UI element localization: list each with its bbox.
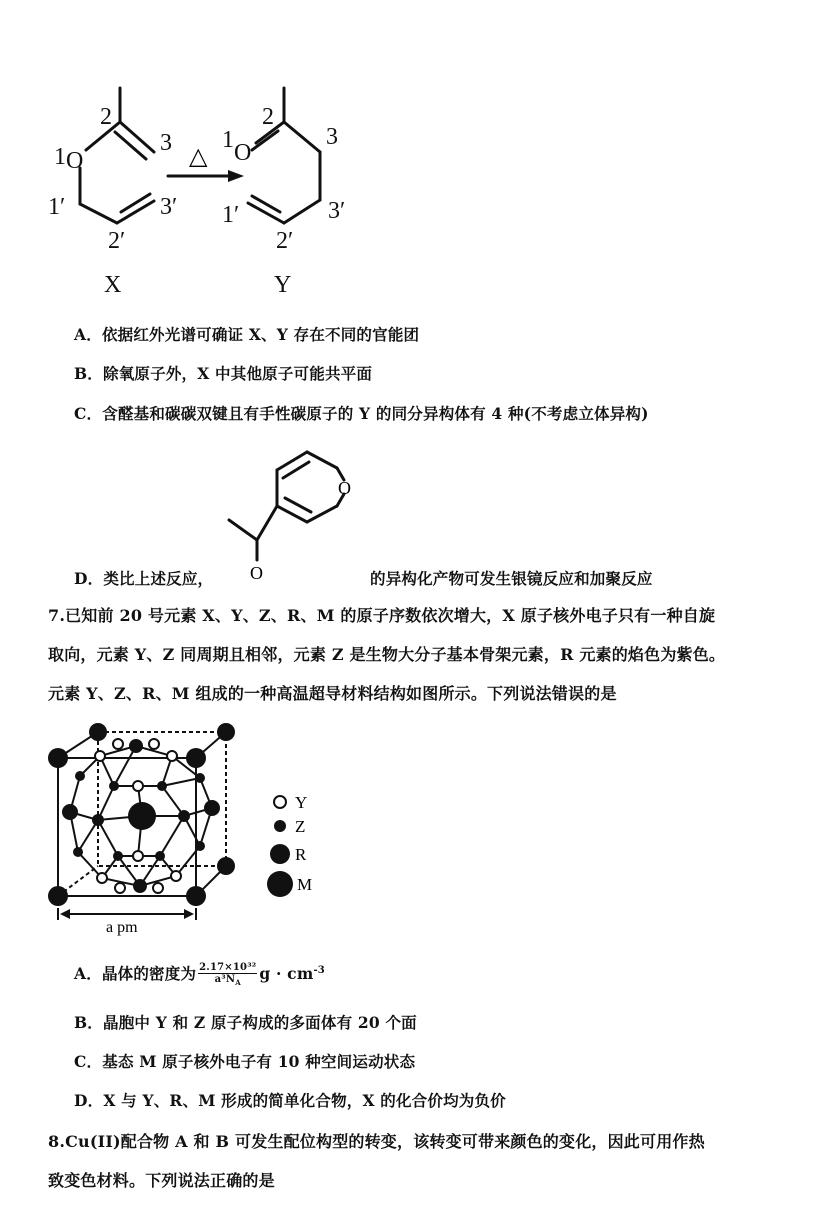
y-bond-c2-o1-double	[252, 131, 278, 150]
option-key: D．	[74, 569, 104, 588]
reaction-arrow-head	[228, 170, 244, 182]
question-number: 7.	[48, 606, 66, 625]
x-label-o1-number: 1	[54, 144, 66, 170]
question-text: Cu(II)配合物 A 和 B 可发生配位构型的转变，该转变可带来颜色的变化，因此可用作热	[65, 1132, 705, 1151]
legend-label-y: Y	[295, 793, 308, 812]
y-bond-c3p-c2p	[284, 200, 320, 223]
option-key: B．	[74, 364, 104, 383]
question-number: 8.	[48, 1132, 66, 1151]
density-fraction	[198, 962, 257, 988]
q6-option-d	[74, 567, 213, 589]
legend-label-m: M	[297, 875, 313, 894]
unit-exponent: -3	[313, 964, 325, 976]
option-d-structure	[225, 428, 365, 588]
reactant-label: X	[104, 272, 122, 298]
y-label-c3: 3	[326, 124, 338, 150]
option-key: C．	[74, 1052, 103, 1071]
option-text: 基态 M 原子核外电子有 10 种空间运动状态	[102, 1052, 416, 1071]
y-label-c3p: 3′	[328, 198, 346, 224]
legend-marker-y	[274, 796, 286, 808]
option-key: C．	[74, 404, 103, 423]
x-bond-c2-c3	[120, 122, 154, 152]
fraction-numerator: 2.17×10³²	[199, 962, 257, 973]
x-bond-c2p-c3p-double	[121, 194, 150, 212]
dimension-label: a pm	[106, 919, 138, 936]
q7-line-1	[48, 603, 715, 626]
y-label-c2: 2	[262, 104, 274, 130]
q6-option-c	[74, 402, 649, 424]
y-label-c2p: 2′	[276, 228, 294, 254]
unit-text: g · cm	[259, 964, 314, 983]
x-label-c3: 3	[160, 130, 172, 156]
option-text: 依据红外光谱可确证 X、Y 存在不同的官能团	[101, 325, 420, 344]
option-text: 晶体的密度为	[101, 964, 197, 983]
q6-option-d-cont	[370, 567, 653, 589]
reaction-scheme	[0, 0, 837, 300]
x-label-c1p: 1′	[48, 194, 66, 220]
option-text: 含醛基和碳碳双键且有手性碳原子的 Y 的同分异构体有 4 种(不考虑立体异构)	[102, 404, 649, 423]
x-label-c3p: 3′	[160, 194, 178, 220]
carbonyl-oxygen: O	[250, 563, 263, 583]
option-key: D．	[74, 1091, 104, 1110]
q7-option-d	[74, 1089, 506, 1111]
y-bond-c2p-c1p-double	[252, 196, 280, 212]
q6-option-b	[74, 362, 372, 384]
y-bond-c2p-c1p	[248, 203, 284, 223]
q7-line-2: 取向，元素 Y、Z 同周期且相邻，元素 Z 是生物大分子基本骨架元素，R 元素的焰色为紫色。	[48, 645, 726, 664]
option-text: 除氧原子外，X 中其他原子可能共平面	[103, 364, 373, 383]
y-label-o1-number: 1	[222, 127, 234, 153]
legend-marker-z	[274, 820, 286, 832]
option-text: 晶胞中 Y 和 Z 原子构成的多面体有 20 个面	[103, 1013, 417, 1032]
q7-option-c	[74, 1050, 415, 1072]
q8-line-1	[48, 1129, 705, 1152]
question-text: 已知前 20 号元素 X、Y、Z、R、M 的原子序数依次增大，X 原子核外电子只有一种自旋	[65, 606, 716, 625]
legend-marker-m	[267, 871, 293, 897]
option-key: B．	[74, 1013, 104, 1032]
condition-symbol: △	[189, 144, 208, 170]
q8-line-2: 致变色材料。下列说法正确的是	[48, 1171, 275, 1190]
product-label: Y	[274, 272, 292, 298]
q7-option-a	[74, 962, 325, 988]
x-label-o: O	[66, 148, 84, 174]
legend-label-z: Z	[295, 817, 306, 836]
x-bond-c1p-c2p	[80, 204, 117, 223]
option-key: A．	[74, 964, 102, 983]
y-bond-c2-c3	[284, 122, 320, 152]
q7-option-b	[74, 1011, 417, 1033]
option-text: X 与 Y、R、M 形成的简单化合物，X 的化合价均为负价	[103, 1091, 506, 1110]
legend-marker-r	[270, 844, 290, 864]
option-key: A．	[74, 325, 102, 344]
fraction-denominator: $a^3N_A$	[214, 974, 241, 987]
legend-label-r: R	[295, 845, 307, 864]
x-label-c2: 2	[100, 104, 112, 130]
q6-option-a	[74, 323, 419, 345]
option-text-after: 的异构化产物可发生银镜反应和加聚反应	[370, 569, 653, 588]
y-label-c1p: 1′	[222, 202, 240, 228]
option-text-before: 类比上述反应，	[103, 569, 214, 588]
legend	[267, 793, 312, 897]
x-bond-c2-c3-double	[115, 132, 146, 159]
x-label-c2p: 2′	[108, 228, 126, 254]
y-label-o: O	[234, 140, 252, 166]
q7-line-3: 元素 Y、Z、R、M 组成的一种高温超导材料结构如图所示。下列说法错误的是	[48, 684, 617, 703]
ring-oxygen: O	[338, 478, 351, 498]
crystal-structure-figure	[40, 716, 340, 936]
